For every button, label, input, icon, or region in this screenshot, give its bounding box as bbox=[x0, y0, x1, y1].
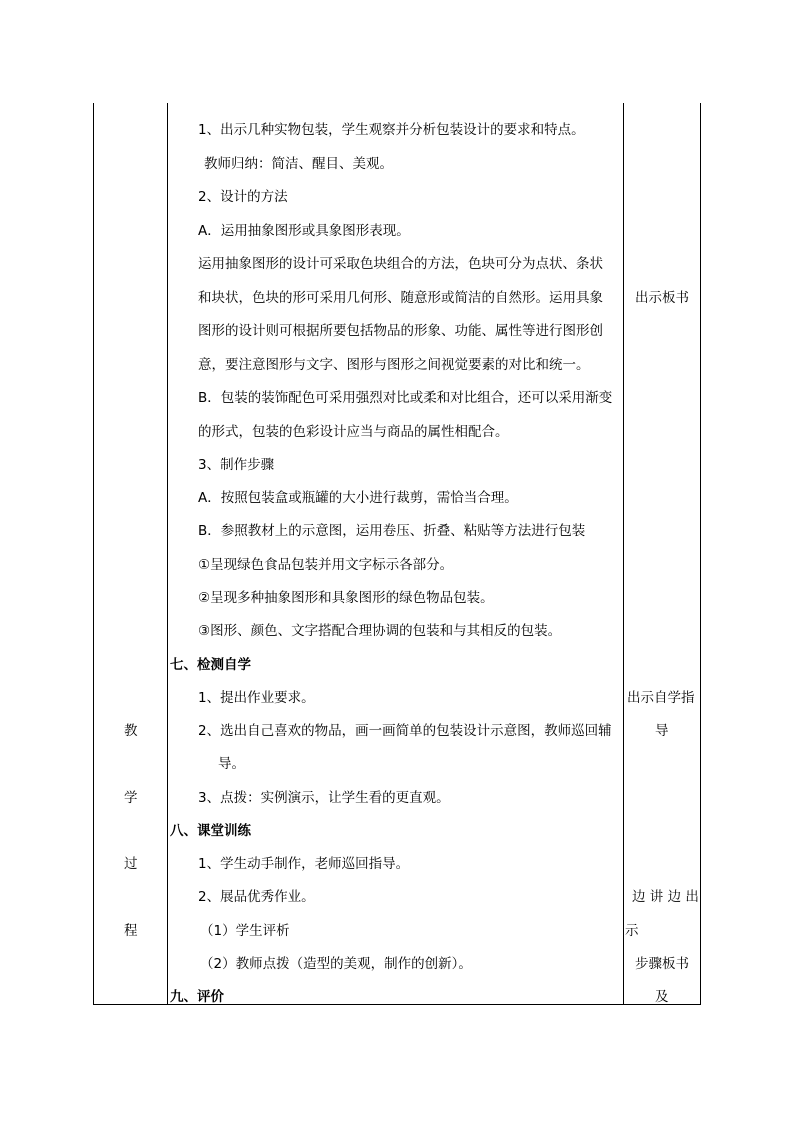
content-line: （2）教师点拨（造型的美观，制作的创新）。 bbox=[200, 956, 472, 972]
content-line: 3、制作步骤 bbox=[198, 457, 275, 473]
content-line: 1、提出作业要求。 bbox=[198, 690, 315, 706]
content-line: 导。 bbox=[218, 756, 245, 772]
left-label-char: 学 bbox=[124, 790, 138, 806]
content-line: B．参照教材上的示意图，运用卷压、折叠、粘贴等方法进行包装 bbox=[198, 523, 586, 539]
column-divider-1 bbox=[167, 103, 168, 1005]
content-line: 2、选出自己喜欢的物品，画一画简单的包装设计示意图，教师巡回辅 bbox=[198, 723, 612, 739]
right-note: 导 bbox=[655, 723, 669, 739]
section-heading: 九、评价 bbox=[170, 989, 224, 1005]
right-note: 出示板书 bbox=[635, 290, 689, 306]
content-line: 教师归纳：简洁、醒目、美观。 bbox=[204, 156, 393, 172]
table-border-right bbox=[700, 103, 701, 1005]
content-line: （1）学生评析 bbox=[200, 923, 290, 939]
content-line: B．包装的装饰配色可采用强烈对比或柔和对比组合，还可以采用渐变 bbox=[198, 390, 613, 406]
right-note: 边 讲 边 出 bbox=[632, 889, 699, 905]
right-note: 及 bbox=[655, 989, 669, 1005]
section-heading: 八、课堂训练 bbox=[170, 823, 251, 839]
left-label-char: 程 bbox=[124, 923, 138, 939]
content-line: 和块状，色块的形可采用几何形、随意形或简洁的自然形。运用具象 bbox=[198, 290, 603, 306]
right-note: 步骤板书 bbox=[635, 956, 689, 972]
left-label-char: 过 bbox=[124, 856, 138, 872]
content-line: 2、展品优秀作业。 bbox=[198, 889, 315, 905]
section-heading: 七、检测自学 bbox=[170, 657, 251, 673]
content-line: 意，要注意图形与文字、图形与图形之间视觉要素的对比和统一。 bbox=[198, 357, 590, 373]
table-border-left bbox=[93, 103, 94, 1005]
left-label-char: 教 bbox=[124, 723, 138, 739]
content-line: 图形的设计则可根据所要包括物品的形象、功能、属性等进行图形创 bbox=[198, 323, 603, 339]
content-line: ②呈现多种抽象图形和具象图形的绿色物品包装。 bbox=[198, 590, 494, 606]
content-line: 2、设计的方法 bbox=[198, 189, 288, 205]
content-line: 1、出示几种实物包装，学生观察并分析包装设计的要求和特点。 bbox=[198, 122, 585, 138]
content-line: 3、点拨：实例演示，让学生看的更直观。 bbox=[198, 790, 450, 806]
content-line: ①呈现绿色食品包装并用文字标示各部分。 bbox=[198, 557, 454, 573]
right-note: 出示自学指 bbox=[627, 690, 695, 706]
content-line: A．按照包装盒或瓶罐的大小进行裁剪，需恰当合理。 bbox=[198, 490, 518, 506]
content-line: A．运用抽象图形或具象图形表现。 bbox=[198, 223, 410, 239]
column-divider-2 bbox=[623, 103, 624, 1005]
content-line: ③图形、颜色、文字搭配合理协调的包装和与其相反的包装。 bbox=[198, 623, 562, 639]
content-line: 的形式，包装的色彩设计应当与商品的属性相配合。 bbox=[198, 424, 509, 440]
content-line: 运用抽象图形的设计可采取色块组合的方法，色块可分为点状、条状 bbox=[198, 256, 603, 272]
right-note: 示 bbox=[625, 923, 639, 939]
content-line: 1、学生动手制作，老师巡回指导。 bbox=[198, 856, 410, 872]
